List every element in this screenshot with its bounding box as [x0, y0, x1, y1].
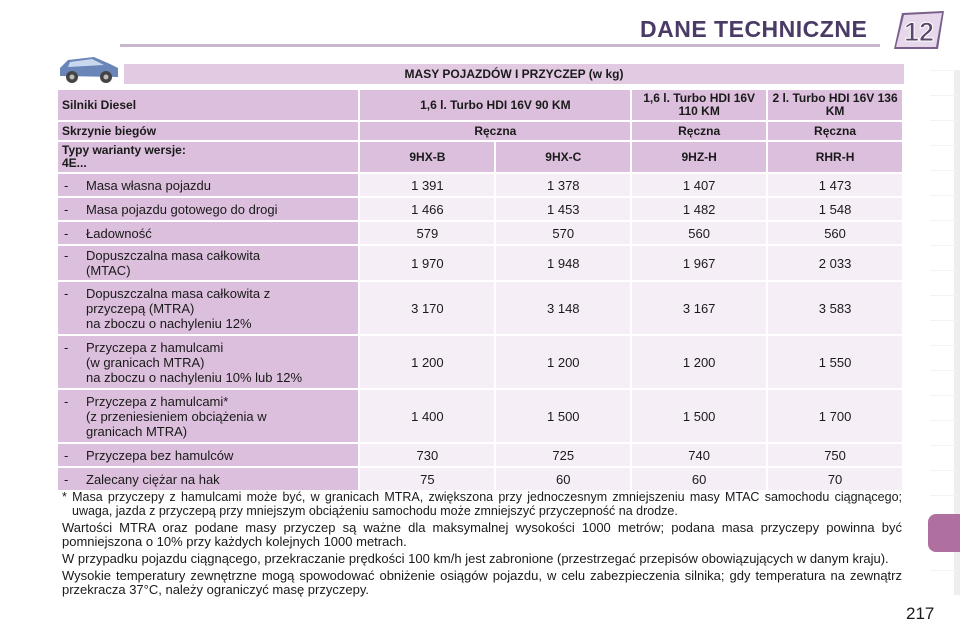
chapter-tab[interactable]: [930, 395, 960, 420]
row-label: [86, 394, 267, 439]
row-label: [86, 226, 152, 241]
row-dash: -: [64, 447, 69, 463]
chapter-tab-active[interactable]: [928, 514, 960, 552]
row-label: [86, 202, 278, 217]
row-label-line: przyczepą (MTRA): [86, 300, 195, 316]
row-label-line: Dopuszczalna masa całkowita z: [86, 285, 271, 301]
row-label-line: Ładowność: [86, 225, 152, 241]
footnote: * Masa przyczepy z hamulcami może być, w granicach MTRA, zwiększona przy jednoczesnym zmniejszeniu masy MTAC samochodu ciągnącego; uwaga, jazda z przyczepą przy mniejszym obciążeniu samochodu może zmniejszyć przyczepność na drodze.: [62, 490, 902, 518]
value-cell: 1 967: [632, 246, 766, 280]
gearbox-cell: Ręczna: [360, 122, 630, 140]
types-row: [58, 142, 902, 172]
gearbox-row: [58, 122, 902, 140]
value-cell: 75: [360, 468, 494, 490]
note-paragraph: Wartości MTRA oraz podane masy przyczep są ważne dla maksymalnej wysokości 1000 metrów; podana masa przyczepy powinna być pomniejszona o 10% przy każdych kolejnych 1000 metrach.: [62, 520, 902, 549]
row-label-cell: [58, 468, 358, 490]
table-row: [58, 198, 902, 220]
chapter-tab[interactable]: [930, 170, 960, 195]
value-cell: 1 391: [360, 174, 494, 196]
engines-label: Silniki Diesel: [58, 90, 358, 120]
engine-cell: 2 l. Turbo HDI 16V 136 KM: [768, 90, 902, 120]
row-dash: -: [64, 201, 69, 217]
chapter-tab[interactable]: [930, 320, 960, 345]
row-label: [86, 472, 220, 487]
value-cell: 579: [360, 222, 494, 244]
row-label-line: granicach MTRA): [86, 423, 188, 439]
value-cell: 2 033: [768, 246, 902, 280]
value-cell: 3 148: [496, 282, 630, 334]
chapter-tab[interactable]: [930, 220, 960, 245]
engine-row: [58, 90, 902, 120]
page-title: DANE TECHNICZNE: [640, 16, 868, 42]
value-cell: 1 700: [768, 390, 902, 442]
table-row: [58, 246, 902, 280]
value-cell: 1 482: [632, 198, 766, 220]
row-label-cell: [58, 174, 358, 196]
value-cell: 1 550: [768, 336, 902, 388]
table-row: [58, 468, 902, 490]
gearbox-cell: Ręczna: [632, 122, 766, 140]
engine-cell: 1,6 l. Turbo HDI 16V 90 KM: [360, 90, 630, 120]
value-cell: 1 407: [632, 174, 766, 196]
chapter-tab[interactable]: [930, 270, 960, 295]
row-dash: -: [64, 177, 69, 193]
table-row: [58, 174, 902, 196]
row-dash: -: [64, 285, 69, 301]
row-label-cell: [58, 198, 358, 220]
value-cell: 570: [496, 222, 630, 244]
row-label-line: Przyczepa z hamulcami*: [86, 393, 229, 409]
row-dash: -: [64, 393, 69, 409]
value-cell: 1 548: [768, 198, 902, 220]
value-cell: 730: [360, 444, 494, 466]
value-cell: 1 500: [496, 390, 630, 442]
table-row: [58, 282, 902, 334]
chapter-tab[interactable]: [930, 195, 960, 220]
row-label-line: Dopuszczalna masa całkowita: [86, 248, 261, 263]
gearbox-cell: Ręczna: [768, 122, 902, 140]
row-label-line: Masa pojazdu gotowego do drogi: [86, 201, 278, 217]
value-cell: 1 453: [496, 198, 630, 220]
row-label-cell: [58, 336, 358, 388]
type-cell: RHR-H: [768, 142, 902, 172]
row-label: [86, 248, 260, 278]
value-cell: 560: [768, 222, 902, 244]
types-label-line: Typy warianty wersje:: [62, 143, 186, 157]
type-cell: 9HZ-H: [632, 142, 766, 172]
value-cell: 740: [632, 444, 766, 466]
row-label-cell: [58, 222, 358, 244]
types-label: [58, 142, 358, 172]
car-icon: [54, 50, 124, 86]
row-label: [86, 340, 302, 385]
value-cell: 60: [632, 468, 766, 490]
table-row: [58, 444, 902, 466]
chapter-tab[interactable]: [930, 345, 960, 370]
chapter-tab[interactable]: [930, 120, 960, 145]
chapter-tab[interactable]: [930, 245, 960, 270]
value-cell: 60: [496, 468, 630, 490]
value-cell: 3 583: [768, 282, 902, 334]
row-label-cell: [58, 444, 358, 466]
types-label-line: 4E...: [62, 156, 87, 170]
value-cell: 560: [632, 222, 766, 244]
page-number: 217: [906, 604, 935, 623]
chapter-tab[interactable]: [930, 145, 960, 170]
type-cell: 9HX-C: [496, 142, 630, 172]
engine-cell: 1,6 l. Turbo HDI 16V 110 KM: [632, 90, 766, 120]
value-cell: 1 473: [768, 174, 902, 196]
row-label-line: na zboczu o nachyleniu 12%: [86, 315, 252, 331]
data-rows: [58, 174, 902, 490]
note-paragraph: W przypadku pojazdu ciągnącego, przekraczanie prędkości 100 km/h jest zabronione (przestrzegać przepisów obowiązujących w danym kraju).: [62, 551, 889, 566]
chapter-tab[interactable]: [930, 70, 960, 95]
row-label: [86, 286, 270, 331]
value-cell: 1 400: [360, 390, 494, 442]
value-cell: 1 200: [632, 336, 766, 388]
row-label-cell: [58, 246, 358, 280]
table-row: [58, 222, 902, 244]
row-dash: -: [64, 248, 69, 263]
header-rule: [120, 44, 880, 47]
value-cell: 1 200: [360, 336, 494, 388]
chapter-tab[interactable]: [930, 420, 960, 445]
note-paragraph: Wysokie temperatury zewnętrzne mogą spowodować obniżenie osiągów pojazdu, w celu zabezpieczenia silnika; gdy temperatura na zewnątrz przekracza 37°C, należy ograniczyć masę przyczepy.: [62, 568, 902, 597]
value-cell: 3 167: [632, 282, 766, 334]
notes: [62, 490, 902, 600]
type-cell: 9HX-B: [360, 142, 494, 172]
value-cell: 1 466: [360, 198, 494, 220]
value-cell: 3 170: [360, 282, 494, 334]
value-cell: 1 948: [496, 246, 630, 280]
row-label-line: (MTAC): [86, 263, 131, 278]
chapter-badge: [892, 9, 946, 51]
chapter-tab[interactable]: [930, 370, 960, 395]
value-cell: 1 500: [632, 390, 766, 442]
chapter-tab[interactable]: [930, 570, 960, 595]
row-dash: -: [64, 471, 69, 487]
row-dash: -: [64, 339, 69, 355]
row-dash: -: [64, 225, 69, 241]
row-label-line: Masa własna pojazdu: [86, 177, 212, 193]
value-cell: 70: [768, 468, 902, 490]
value-cell: 750: [768, 444, 902, 466]
value-cell: 725: [496, 444, 630, 466]
spec-table: [56, 88, 904, 492]
chapter-tab[interactable]: [930, 445, 960, 470]
gearbox-label: Skrzynie biegów: [58, 122, 358, 140]
table-row: [58, 390, 902, 442]
row-label-line: Przyczepa bez hamulców: [86, 447, 234, 463]
row-label-cell: [58, 390, 358, 442]
value-cell: 1 200: [496, 336, 630, 388]
table-row: [58, 336, 902, 388]
chapter-tab[interactable]: [930, 95, 960, 120]
value-cell: 1 970: [360, 246, 494, 280]
row-label-line: Zalecany ciężar na hak: [86, 471, 220, 487]
row-label-cell: [58, 282, 358, 334]
chapter-tab[interactable]: [930, 470, 960, 495]
row-label-line: (z przeniesieniem obciążenia w: [86, 408, 267, 424]
svg-text:12: 12: [903, 17, 935, 47]
table-title: MASY POJAZDÓW I PRZYCZEP (w kg): [124, 64, 904, 84]
row-label: [86, 448, 233, 463]
chapter-tab[interactable]: [930, 295, 960, 320]
value-cell: 1 378: [496, 174, 630, 196]
row-label-line: Przyczepa z hamulcami: [86, 339, 224, 355]
row-label: [86, 178, 211, 193]
row-label-line: (w granicach MTRA): [86, 354, 205, 370]
row-label-line: na zboczu o nachyleniu 10% lub 12%: [86, 369, 303, 385]
